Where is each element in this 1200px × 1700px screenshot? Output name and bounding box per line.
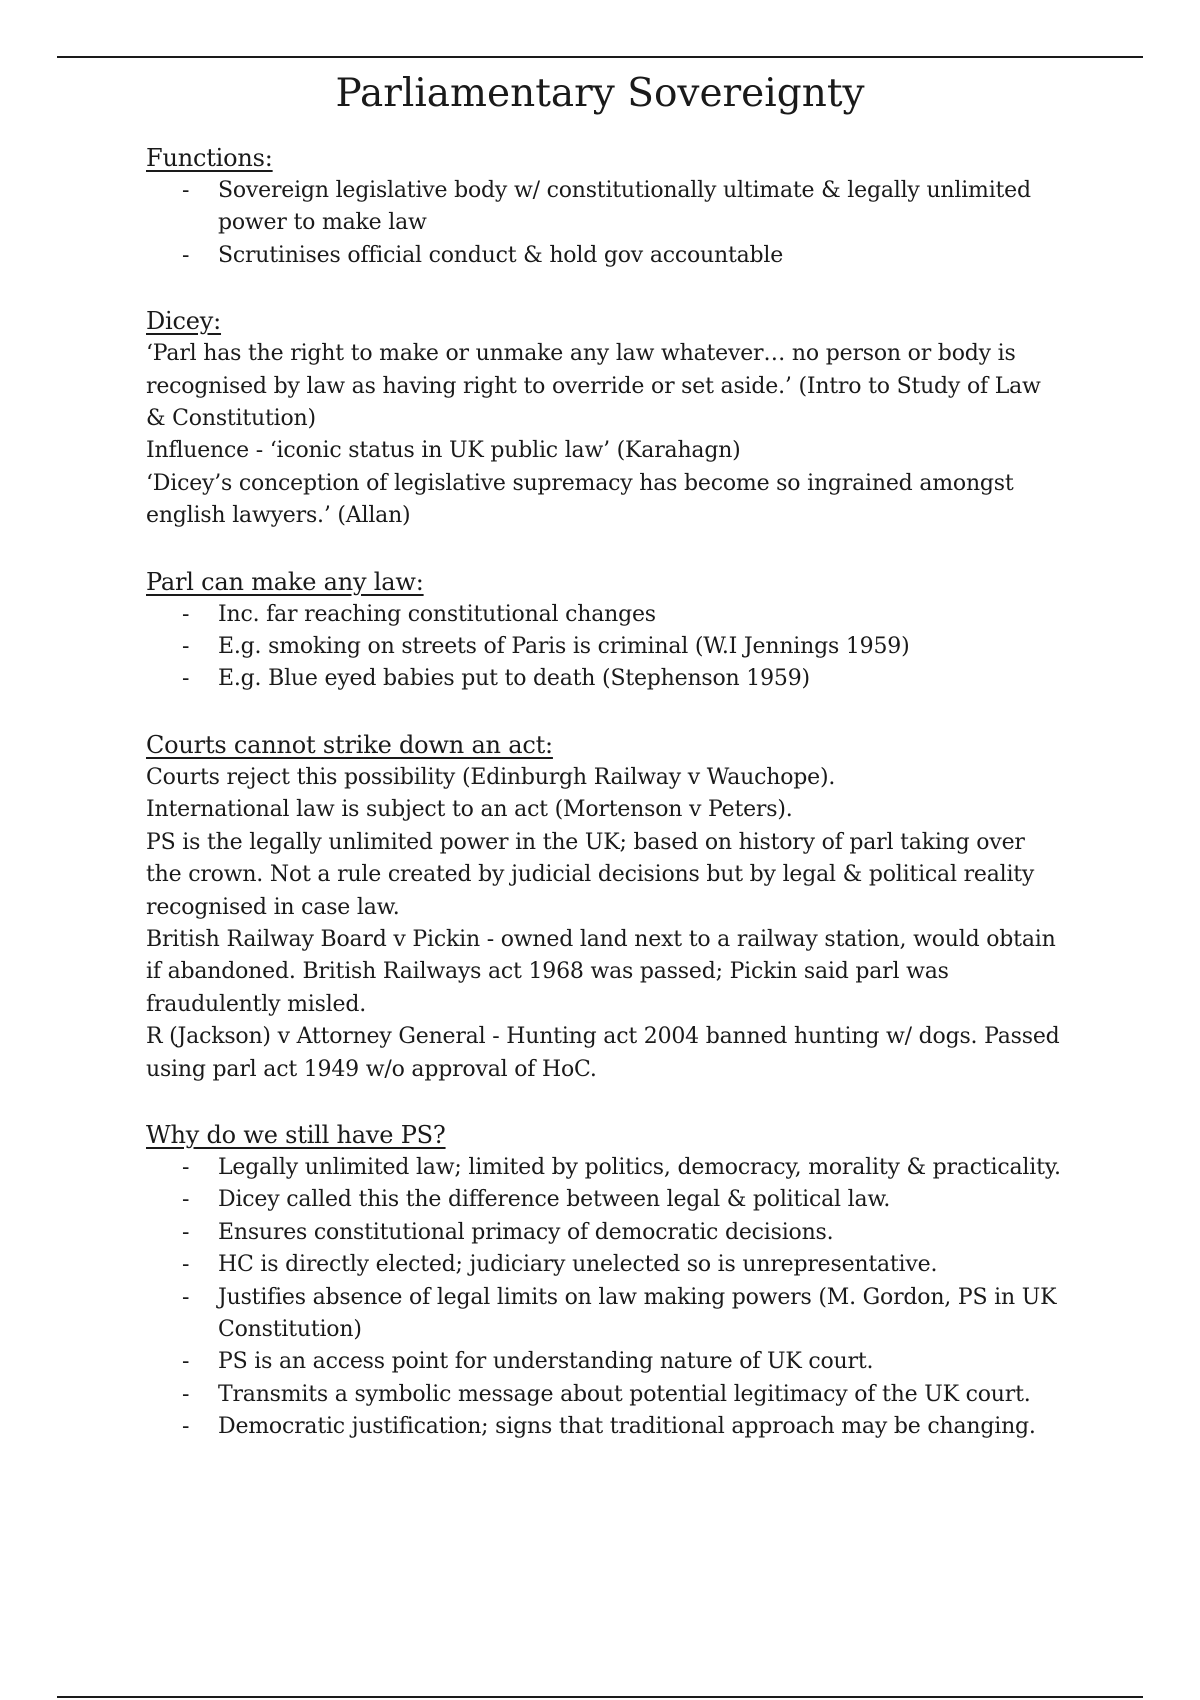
list-item: - Democratic justification; signs that traditional approach may be changing. (146, 1411, 1066, 1443)
list-item: - Sovereign legislative body w/ constitutionally ultimate & legally unlimited power to make law (146, 175, 1066, 240)
bullet-list (146, 599, 1066, 696)
section-functions (146, 141, 1066, 272)
list-item: - Transmits a symbolic message about potential legitimacy of the UK court. (146, 1379, 1066, 1411)
paragraph: Courts reject this possibility (Edinburgh Railway v Wauchope). (146, 764, 836, 790)
list-item: - Dicey called this the difference between legal & political law. (146, 1184, 1066, 1216)
section-heading: Dicey: (146, 307, 222, 336)
paragraph: ‘Parl has the right to make or unmake any law whatever… no person or body is recognised by law as having right to override or set aside.’ (Intro to Study of Law & Constitution) (146, 341, 1041, 432)
list-item: - Ensures constitutional primacy of democratic decisions. (146, 1217, 1066, 1249)
paragraph: International law is subject to an act (Mortenson v Peters). (146, 797, 793, 823)
paragraph: Influence - ‘iconic status in UK public law’ (Karahagn) (146, 438, 741, 464)
section-heading: Parl can make any law: (146, 567, 424, 596)
section-courts-cannot-strike-down (146, 728, 1066, 1086)
list-item: - Legally unlimited law; limited by politics, democracy, morality & practicality. (146, 1152, 1066, 1184)
list-item: - E.g. Blue eyed babies put to death (Stephenson 1959) (146, 663, 1066, 695)
section-dicey (146, 304, 1066, 532)
list-item: - PS is an access point for understanding nature of UK court. (146, 1346, 1066, 1378)
bullet-list (146, 1152, 1066, 1444)
bullet-list (146, 175, 1066, 272)
document-body (146, 141, 1066, 1476)
paragraph: R (Jackson) v Attorney General - Hunting act 2004 banned hunting w/ dogs. Passed using parl act 1949 w/o approval of HoC. (146, 1024, 1060, 1082)
list-item: - Justifies absence of legal limits on law making powers (M. Gordon, PS in UK Constitution) (146, 1282, 1066, 1347)
section-why-still-have-ps (146, 1118, 1066, 1444)
list-item: - Inc. far reaching constitutional changes (146, 599, 1066, 631)
list-item: - E.g. smoking on streets of Paris is criminal (W.I Jennings 1959) (146, 631, 1066, 663)
bottom-rule (57, 1696, 1143, 1698)
list-item: - Scrutinises official conduct & hold gov accountable (146, 240, 1066, 272)
section-parl-can-make-any-law (146, 565, 1066, 696)
paragraph: ‘Dicey’s conception of legislative supremacy has become so ingrained amongst english lawyers.’ (Allan) (146, 470, 1014, 529)
section-heading: Courts cannot strike down an act: (146, 730, 553, 759)
section-heading: Why do we still have PS? (146, 1120, 446, 1149)
paragraph: British Railway Board v Pickin - owned land next to a railway station, would obtain if abandoned. British Railways act 1968 was passed; Pickin said parl was fraudulently misled. (146, 926, 1056, 1017)
top-rule (57, 56, 1143, 58)
list-item: - HC is directly elected; judiciary unelected so is unrepresentative. (146, 1249, 1066, 1281)
section-heading: Functions: (146, 144, 273, 172)
page-title: Parliamentary Sovereignty (335, 71, 865, 116)
paragraph: PS is the legally unlimited power in the UK; based on history of parl taking over the crown. Not a rule created by judicial decisions but by legal & political reality recognised in case law. (146, 829, 1035, 920)
